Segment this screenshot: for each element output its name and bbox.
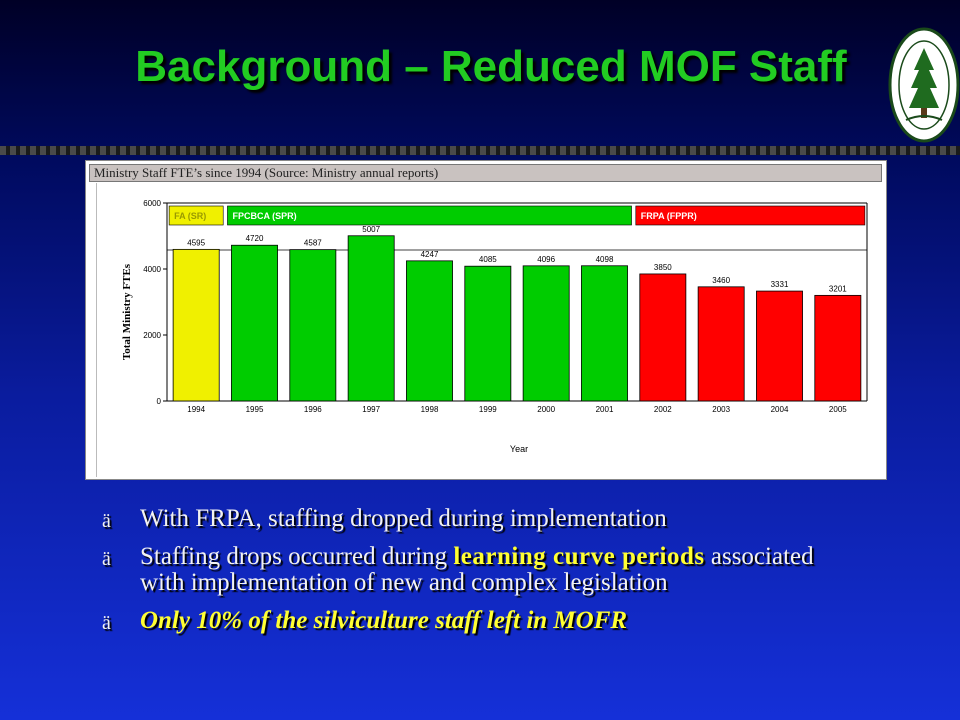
y-axis-title: Total Ministry FTEs [121, 263, 133, 361]
bar [348, 236, 394, 401]
bullet-list [102, 506, 862, 646]
y-tick-label: 0 [156, 397, 161, 406]
y-tick-label: 4000 [143, 265, 161, 274]
bar-value-label: 3201 [828, 284, 847, 294]
bullet-learning-curve [102, 544, 862, 596]
bar-value-label: 3460 [712, 275, 731, 285]
bar [698, 287, 744, 401]
x-tick-label: 1996 [303, 405, 322, 414]
bar-value-label: 4720 [245, 234, 264, 244]
bar [173, 249, 219, 401]
bar-value-label: 4096 [537, 254, 556, 264]
bar-value-label: 5007 [362, 224, 381, 234]
bar-value-label: 4247 [420, 249, 439, 259]
forest-service-logo [884, 26, 960, 144]
bar [815, 295, 861, 401]
bar [406, 261, 452, 401]
divider-rule [0, 146, 960, 155]
x-tick-label: 1995 [245, 405, 264, 414]
bar-value-label: 4085 [478, 255, 497, 265]
x-tick-label: 2004 [770, 405, 789, 414]
x-axis-title: Year [509, 444, 529, 454]
bullet-highlight: learning curve periods [453, 543, 705, 570]
bullet-text-post: associated with implementation of new and complex legislation [140, 543, 814, 596]
x-tick-label: 1994 [187, 405, 206, 414]
y-tick-label: 2000 [143, 331, 161, 340]
chart-caption: Ministry Staff FTE’s since 1994 (Source: Ministry annual reports) [89, 164, 882, 182]
bullet-text: With FRPA, staffing dropped during implementation [140, 505, 667, 532]
x-tick-label: 1997 [362, 405, 381, 414]
legislation-band-label: FRPA (FPPR) [640, 211, 697, 221]
bullet-text-pre: Staffing drops occurred during [140, 543, 454, 570]
x-tick-label: 2000 [537, 405, 556, 414]
bar-value-label: 4595 [187, 238, 206, 248]
slide-title: Background – Reduced MOF Staff [135, 42, 847, 91]
y-tick-label: 6000 [143, 199, 161, 208]
bar [290, 250, 336, 401]
bar [581, 266, 627, 401]
x-tick-label: 2003 [712, 405, 731, 414]
x-tick-label: 1998 [420, 405, 439, 414]
bullet-frpa-staffing [102, 506, 862, 532]
bullet-arrow-icon: ä [102, 612, 111, 634]
bar [523, 266, 569, 401]
bar [231, 245, 277, 401]
legislation-band-label: FPCBCA (SPR) [232, 211, 297, 221]
bullet-arrow-icon: ä [102, 510, 111, 532]
bar [465, 266, 511, 401]
x-tick-label: 1999 [478, 405, 497, 414]
bullet-silviculture [102, 608, 862, 634]
x-tick-label: 2001 [595, 405, 614, 414]
chart-panel [85, 160, 887, 480]
fte-bar-chart [86, 161, 886, 479]
legislation-band-label: FA (SR) [174, 211, 207, 221]
bullet-text: Only 10% of the silviculture staff left in MOFR [140, 607, 628, 634]
bar [640, 274, 686, 401]
bar-value-label: 3850 [653, 262, 672, 272]
bullet-arrow-icon: ä [102, 548, 111, 570]
bar-value-label: 4098 [595, 254, 614, 264]
x-tick-label: 2005 [828, 405, 847, 414]
bar-value-label: 3331 [770, 280, 789, 290]
bar-value-label: 4587 [303, 238, 322, 248]
bar [756, 291, 802, 401]
x-tick-label: 2002 [653, 405, 672, 414]
